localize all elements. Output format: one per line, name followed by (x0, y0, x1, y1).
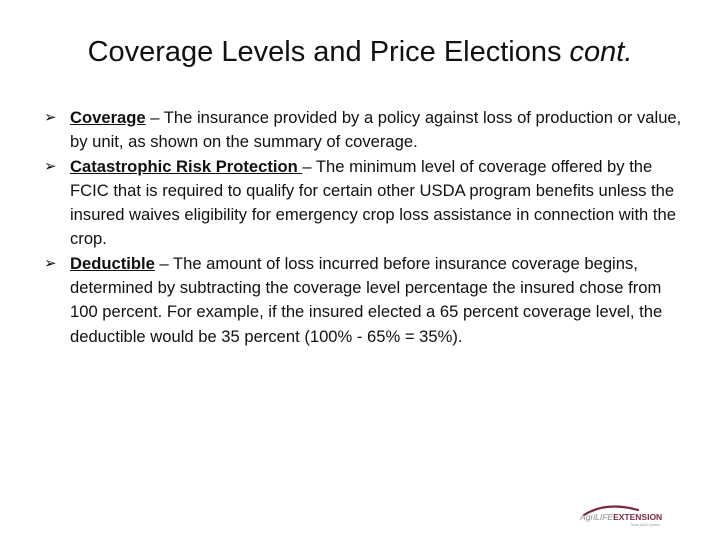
list-item (44, 155, 684, 252)
definition-term: Deductible (70, 253, 155, 273)
logo-extension-text: EXTENSION (613, 512, 663, 522)
agrilife-extension-logo (576, 503, 696, 533)
slide-title (0, 36, 720, 69)
definition-term: Catastrophic Risk Protection (70, 156, 303, 176)
title-main: Coverage Levels and Price Elections (87, 36, 570, 68)
definition-term: Coverage (70, 108, 146, 127)
list-item (44, 252, 684, 349)
logo-subtext: Texas A&M System (630, 523, 661, 527)
title-italic: cont. (569, 36, 633, 68)
definition-text: – The amount of loss incurred before insurance coverage begins, determined by subtracting the coverage level percentage the insured chose from 100 percent. For example, if the insured elected a 65 percent coverage level, the deductible would be 35 percent (100% - 65% = 35%). (70, 253, 663, 346)
arrow-bullet-icon: ➢ (44, 157, 57, 175)
definition-text: – The minimum level of coverage offered by the FCIC that is required to qualify for certain other USDA program benefits unless the insured waives eligibility for emergency crop loss assistance in connection with the crop. (70, 156, 676, 249)
arrow-bullet-icon: ➢ (44, 254, 57, 272)
logo-agri-text: AgriLIFE (580, 512, 614, 522)
definition-list (44, 106, 684, 349)
list-item (44, 106, 684, 155)
arrow-bullet-icon: ➢ (44, 109, 57, 126)
logo-wordmark (580, 512, 662, 522)
definition-text: – The insurance provided by a policy against loss of production or value, by unit, as shown on the summary of coverage. (70, 108, 682, 152)
